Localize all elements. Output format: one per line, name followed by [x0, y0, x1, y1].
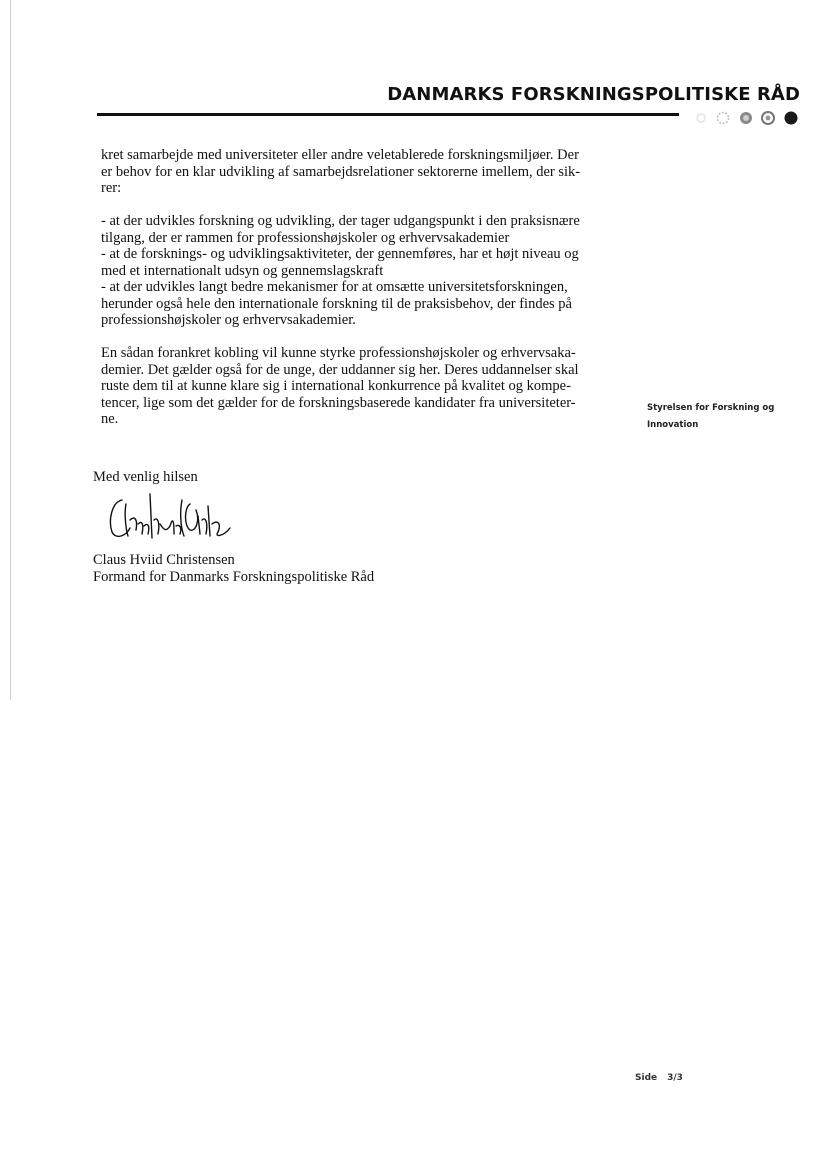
- scan-edge-line: [10, 0, 11, 700]
- paragraph-2-line-4: tencer, lige som det gælder for de forskningsbaserede kandidater fra universiteter-: [101, 394, 576, 411]
- list-line-1: - at der udvikles forskning og udvikling, der tager udgangspunkt i den praksisnære: [101, 213, 580, 229]
- paragraph-1: [101, 147, 613, 197]
- list-line-4: med et internationalt udsyn og gennemslagskraft: [101, 262, 384, 279]
- logo-dot-4-inner: [766, 116, 771, 121]
- list-line-3: - at de forsknings- og udviklingsaktiviteter, der gennemføres, har et højt niveau og: [101, 246, 579, 262]
- handwritten-signature: [104, 490, 234, 548]
- logo-dots-icon: [693, 110, 803, 126]
- sidebar-line-2: Innovation: [647, 420, 699, 430]
- sender-sidebar: [647, 400, 797, 434]
- logo-dot-2: [718, 113, 729, 124]
- logo-dot-3-inner: [743, 115, 749, 121]
- letter-body: [101, 147, 613, 444]
- paragraph-2-line-3: ruste dem til at kunne klare sig i international konkurrence på kvalitet og kompe-: [101, 378, 571, 394]
- paragraph-1-line-3: rer:: [101, 180, 122, 196]
- closing-greeting: Med venlig hilsen: [93, 469, 198, 485]
- paragraph-2: [101, 345, 613, 428]
- paragraph-2-line-2: demier. Det gælder også for de unge, der uddanner sig her. Deres uddannelser skal: [101, 361, 579, 378]
- paragraph-2-line-5: ne.: [101, 411, 119, 427]
- logo-dot-5: [785, 112, 798, 125]
- sidebar-line-1: Styrelsen for Forskning og: [647, 403, 775, 413]
- page-number: 3/3: [667, 1073, 683, 1083]
- header-rule: [97, 113, 679, 116]
- list-line-2: tilgang, der er rammen for professionshøjskoler og erhvervsakademier: [101, 229, 510, 246]
- signatory-name: Claus Hviid Christensen: [93, 552, 235, 568]
- list-line-6: herunder også hele den internationale forskning til de praksisbehov, der findes på: [101, 295, 572, 312]
- paragraph-2-line-1: En sådan forankret kobling vil kunne styrke professionshøjskoler og erhvervsaka-: [101, 345, 576, 361]
- signatory-block: [93, 552, 374, 586]
- page-label: Side: [635, 1073, 658, 1083]
- list-line-7: professionshøjskoler og erhvervsakademier.: [101, 312, 356, 328]
- paragraph-1-line-2: er behov for en klar udvikling af samarbejdsrelationer sektorerne imellem, der sik-: [101, 163, 581, 180]
- organization-title: DANMARKS FORSKNINGSPOLITISKE RÅD: [387, 84, 800, 105]
- paragraph-1-line-1: kret samarbejde med universiteter eller andre veletablerede forskningsmiljøer. Der: [101, 147, 579, 163]
- logo-dot-1: [697, 114, 705, 122]
- signatory-title: Formand for Danmarks Forskningspolitiske Råd: [93, 569, 375, 585]
- page-indicator: [635, 1073, 683, 1083]
- list-line-5: - at der udvikles langt bedre mekanismer for at omsætte universitetsforskningen,: [101, 279, 568, 295]
- list-block: [101, 213, 613, 329]
